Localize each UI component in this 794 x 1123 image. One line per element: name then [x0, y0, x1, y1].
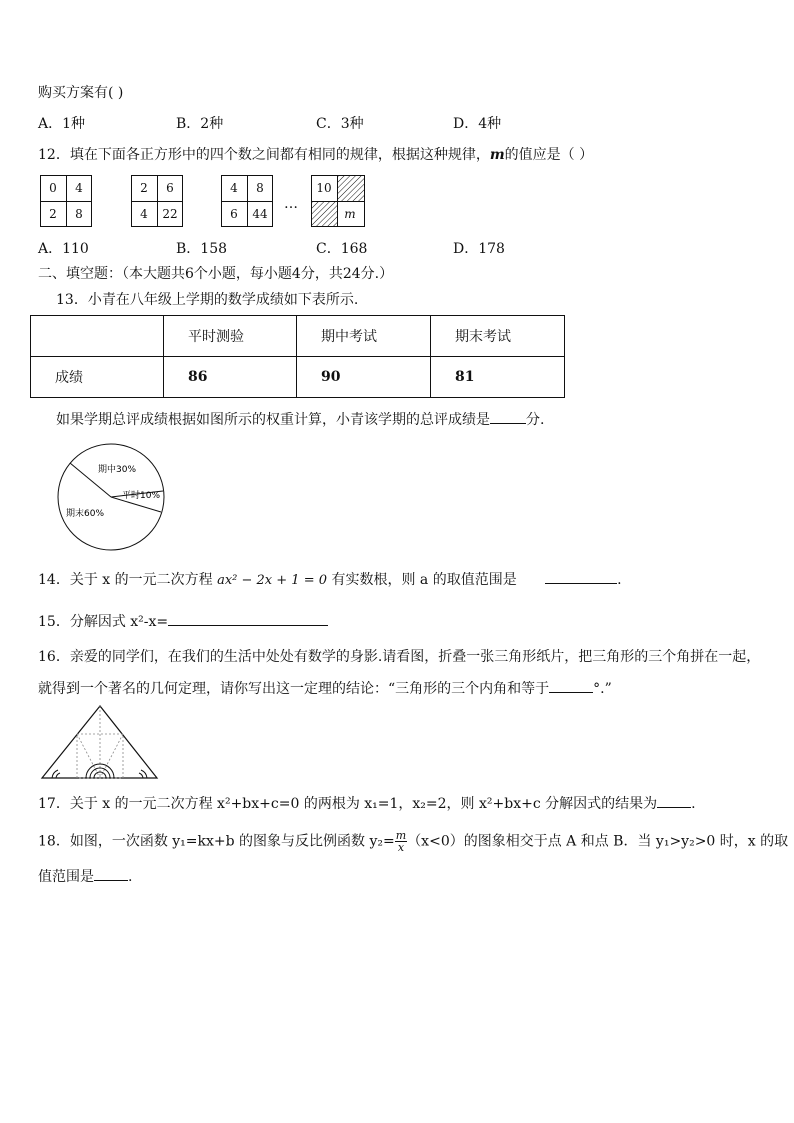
q12-option-c: C．168: [316, 241, 368, 257]
table-cell: 成绩: [31, 357, 164, 398]
q11-option-c: C．3种: [316, 116, 364, 132]
angle-arc: [141, 770, 147, 778]
answer-blank: [657, 793, 691, 808]
q12-option-d: D．178: [453, 241, 505, 257]
answer-blank: [168, 611, 328, 626]
q12-square-cell: 10: [316, 181, 332, 195]
q12-option-a: A．110: [38, 241, 89, 257]
q12-square-cell: 44: [252, 207, 268, 221]
weight-pie-chart: [56, 442, 166, 552]
q11-option-a: A．1种: [38, 116, 86, 132]
q12-stem-a: 12．填在下面各正方形中的四个数之间都有相同的规律，根据这种规律，: [38, 147, 490, 163]
table-header-cell: 平时测验: [164, 316, 297, 357]
q15-text: 15．分解因式 x²-x=: [38, 614, 169, 630]
q13-stem: 13．小青在八年级上学期的数学成绩如下表所示.: [56, 292, 359, 308]
fraction-denominator: x: [397, 841, 405, 854]
q12-hatched-cell: [338, 176, 364, 201]
q18-stem-a: 18．如图，一次函数 y₁=kx+b 的图象与反比例函数 y₂=: [38, 833, 395, 850]
q12-stem: [38, 146, 593, 164]
q11-tail: 购买方案有( ): [38, 85, 124, 101]
q15-stem: [38, 611, 328, 631]
q12-hatched-cell: [312, 202, 337, 226]
q12-square-3: [221, 175, 273, 227]
table-row: [31, 357, 565, 398]
angle-arc: [56, 773, 60, 778]
q14-end: .: [617, 572, 622, 588]
q13-after-a: 如果学期总评成绩根据如图所示的权重计算，小青该学期的总评成绩是: [56, 412, 490, 428]
answer-blank: [549, 678, 593, 693]
q16-line2: [38, 678, 612, 698]
q12-square-cell: 4: [75, 181, 83, 195]
triangle-outline: [42, 706, 157, 778]
q18-line2-a: 值范围是: [38, 869, 94, 885]
q18-end: .: [128, 869, 133, 885]
table-cell: 86: [164, 357, 297, 398]
table-header-cell: 期中考试: [297, 316, 431, 357]
scores-table: [30, 315, 565, 398]
q11-option-b: B．2种: [176, 116, 224, 132]
answer-blank: [490, 409, 526, 424]
q12-square-1: [40, 175, 92, 227]
q12-square-cell: m: [344, 207, 356, 221]
q13-after-b: 分.: [526, 412, 545, 428]
section-title: 二、填空题：（本大题共6个小题，每小题4分，共24分.）: [38, 266, 394, 282]
q17-text: 17．关于 x 的一元二次方程 x²+bx+c=0 的两根为 x₁=1，x₂=2，则 x²+bx+c 分解因式的结果为: [38, 796, 658, 812]
angle-arc: [139, 773, 143, 778]
q12-square-cell: 22: [162, 207, 178, 221]
pie-label-final: 期末60%: [66, 509, 105, 519]
answer-blank: [94, 866, 128, 881]
q12-m: m: [489, 147, 505, 163]
q12-option-b: B．158: [176, 241, 228, 257]
table-header-row: [31, 316, 565, 357]
q17-stem: [38, 793, 696, 813]
q12-square-4: [311, 175, 365, 227]
q14-equation: ax² − 2x + 1 = 0: [217, 573, 327, 588]
table-cell: 90: [297, 357, 431, 398]
q18-stem-b: （x<0）的图象相交于点 A 和点 B．当 y₁>y₂>0 时，x 的取: [407, 833, 789, 850]
q16-line2-a: 就得到一个著名的几何定理，请你写出这一定理的结论：“三角形的三个内角和等于: [38, 681, 550, 697]
q12-square-cell: 4: [230, 181, 238, 195]
table-header-cell: 期末考试: [431, 316, 565, 357]
q12-square-cell: 2: [140, 181, 148, 195]
q13-after: [56, 409, 544, 429]
q12-square-2: [131, 175, 183, 227]
q12-square-cell: 6: [166, 181, 174, 195]
q18-fraction: [395, 830, 407, 853]
fraction-numerator: m: [395, 829, 407, 842]
angle-arc: [52, 770, 58, 778]
q17-end: .: [691, 796, 696, 812]
q14-stem-b: 有实数根，则 a 的取值范围是: [331, 572, 517, 588]
q12-square-cell: 8: [256, 181, 264, 195]
q16-line2-b: °.”: [593, 681, 612, 697]
pie-label-daily: 平时10%: [122, 491, 161, 501]
q14-stem: [38, 569, 622, 590]
pie-label-midterm: 期中30%: [98, 465, 137, 475]
q16-line1: 16．亲爱的同学们，在我们的生活中处处有数学的身影.请看图，折叠一张三角形纸片，把三角形的三个角拼在一起，: [38, 649, 761, 665]
q14-stem-a: 14．关于 x 的一元二次方程: [38, 572, 213, 588]
q18-line2: [38, 866, 132, 886]
q18-line1: [38, 830, 788, 853]
fold-line: [100, 734, 123, 778]
table-header-cell: [31, 316, 164, 357]
q11-option-d: D．4种: [453, 116, 502, 132]
q12-square-cell: 6: [230, 207, 238, 221]
table-cell: 81: [431, 357, 565, 398]
angle-arc: [90, 768, 110, 778]
q12-square-cell: 2: [49, 207, 57, 221]
folded-triangle-figure: [40, 704, 160, 780]
fold-line: [77, 734, 100, 778]
q12-square-cell: 8: [75, 207, 83, 221]
q12-square-cell: 4: [140, 207, 148, 221]
q12-square-cell: 0: [49, 181, 57, 195]
q12-stem-b: 的值应是（ ）: [504, 147, 594, 163]
answer-blank: [545, 569, 617, 584]
q12-ellipsis: …: [284, 196, 298, 212]
